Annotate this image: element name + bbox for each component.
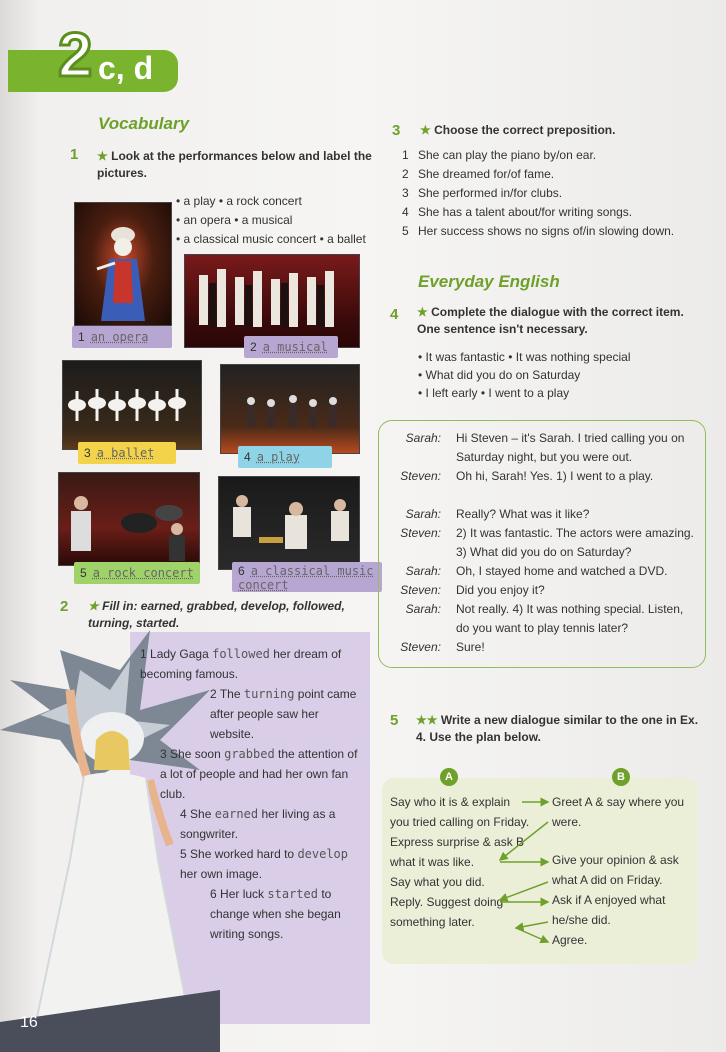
unit-number: 2 — [58, 21, 93, 90]
ex1-number: 1 — [70, 146, 79, 163]
ex3-number: 3 — [392, 122, 401, 139]
band-figures — [59, 473, 199, 565]
badge-a: A — [440, 768, 458, 786]
label-2-answer[interactable]: a musical — [262, 340, 328, 354]
label-3-answer[interactable]: a ballet — [96, 446, 155, 460]
label-5-answer[interactable]: a rock concert — [92, 566, 194, 580]
ex1-instruction: ★ Look at the performances below and label the pictures. — [97, 149, 372, 180]
ex3-instruction: ★ Choose the correct preposition. — [420, 123, 616, 137]
label-4: 4 a play — [238, 446, 332, 468]
vocabulary-title: Vocabulary — [98, 114, 190, 133]
ex2-answer-2[interactable]: turning — [243, 687, 295, 701]
ex2-answer-3[interactable]: grabbed — [224, 747, 275, 761]
ex3-item-4[interactable]: 4 She has a talent about/for writing songs. — [402, 205, 633, 219]
ex3-item-5[interactable]: 5 Her success shows no signs of/in slowing down. — [402, 224, 675, 238]
ex3-items — [402, 146, 712, 241]
label-6-answer[interactable]: a classical music concert — [238, 564, 374, 592]
star-icon: ★ — [97, 149, 108, 163]
opera-photo — [74, 202, 172, 326]
opera-singer-figure — [75, 203, 171, 325]
badge-b: B — [612, 768, 630, 786]
classical-concert-photo — [218, 476, 360, 570]
ex2-item-6: 6 Her luck started to change when she began writing songs. — [210, 887, 341, 941]
plan-arrows — [382, 778, 698, 964]
actors-figures — [221, 365, 359, 453]
ex5-instruction: ★★ Write a new dialogue similar to the one in Ex. 4. Use the plan below. — [416, 713, 699, 744]
rock-concert-photo — [58, 472, 200, 566]
ex2-item-1: 1 Lady Gaga followed her dream of becoming famous. — [140, 647, 342, 681]
page-number: 16 — [20, 1014, 38, 1031]
star-icon: ★ — [88, 599, 99, 613]
ex4-number: 4 — [390, 306, 399, 323]
ex3-item-3[interactable]: 3 She performed in/for clubs. — [402, 186, 563, 200]
star-icon: ★ — [420, 123, 431, 137]
musical-photo — [184, 254, 360, 348]
play-photo — [220, 364, 360, 454]
label-2: 2 a musical — [244, 336, 338, 358]
ex2-item-2: 2 The turning point came after people saw her website. — [210, 687, 357, 741]
ex2-instruction: ★ Fill in: earned, grabbed, develop, followed, turning, started. — [88, 599, 345, 630]
ballerinas-figures — [63, 361, 201, 449]
plan-column-a: Say who it is & explain you tried calling on Friday. Express surprise & ask B what it was like. Say what you did. Reply. Suggest doing something later. — [390, 795, 530, 929]
unit-letters: c, d — [98, 50, 154, 86]
dancers-figures — [185, 255, 359, 347]
ex2-items — [140, 644, 358, 944]
ex2-number: 2 — [60, 598, 69, 615]
ex3-item-1[interactable]: 1 She can play the piano by/on ear. — [402, 148, 597, 162]
ex5-number: 5 — [390, 712, 399, 729]
dialogue-box: Sarah: Hi Steven – it's Sarah. I tried calling you on Saturday night, but you were out. Steven: Oh hi, Sarah! Yes. 1) I went to a play. Sarah: Really? What was it like? Steven: 2) It was fantastic. The actors were amazing. 3) What did you do on Saturday? Sarah: Oh, I stayed home and watched a DVD. Steven: Did you enjoy it? Sarah: Not really. 4) It was nothing special. Listen, do you want to play tennis later? Steven: Sure! — [378, 420, 706, 668]
label-6: 6 a classical music concert — [232, 562, 382, 592]
ex2-answer-5[interactable]: develop — [297, 847, 349, 861]
orchestra-figures — [219, 477, 359, 569]
ex4-instruction: ★ Complete the dialogue with the correct item. One sentence isn't necessary. — [417, 305, 684, 336]
ex2-answer-1[interactable]: followed — [212, 647, 270, 661]
label-3: 3 a ballet — [78, 442, 176, 464]
plan-column-b: Greet A & say where you were. Give your opinion & ask what A did on Friday. Ask if A enjoyed what he/she did. Agree. — [552, 795, 685, 947]
ballet-photo — [62, 360, 202, 450]
label-1: 1 an opera — [72, 326, 172, 348]
star-icon: ★★ — [416, 713, 438, 727]
ex2-item-5: 5 She worked hard to develop her own image. — [180, 847, 349, 881]
label-1-answer[interactable]: an opera — [90, 330, 149, 344]
star-icon: ★ — [417, 305, 428, 319]
label-5: 5 a rock concert — [74, 562, 200, 584]
ex3-item-2[interactable]: 2 She dreamed for/of fame. — [402, 167, 555, 181]
ex2-item-4: 4 She earned her living as a songwriter. — [180, 807, 336, 841]
ex1-options: • a play • a rock concert • an opera • a musical • a classical music concert • a ballet — [176, 194, 366, 246]
ex4-options: • It was fantastic • It was nothing special • What did you do on Saturday • I left early • I went to a play — [418, 350, 631, 400]
ex2-answer-6[interactable]: started — [267, 887, 318, 901]
everyday-english-title: Everyday English — [418, 272, 560, 291]
ex2-item-3: 3 She soon grabbed the attention of a lot of people and had her own fan club. — [160, 747, 358, 801]
ex2-answer-4[interactable]: earned — [214, 807, 259, 821]
label-4-answer[interactable]: a play — [256, 450, 301, 464]
